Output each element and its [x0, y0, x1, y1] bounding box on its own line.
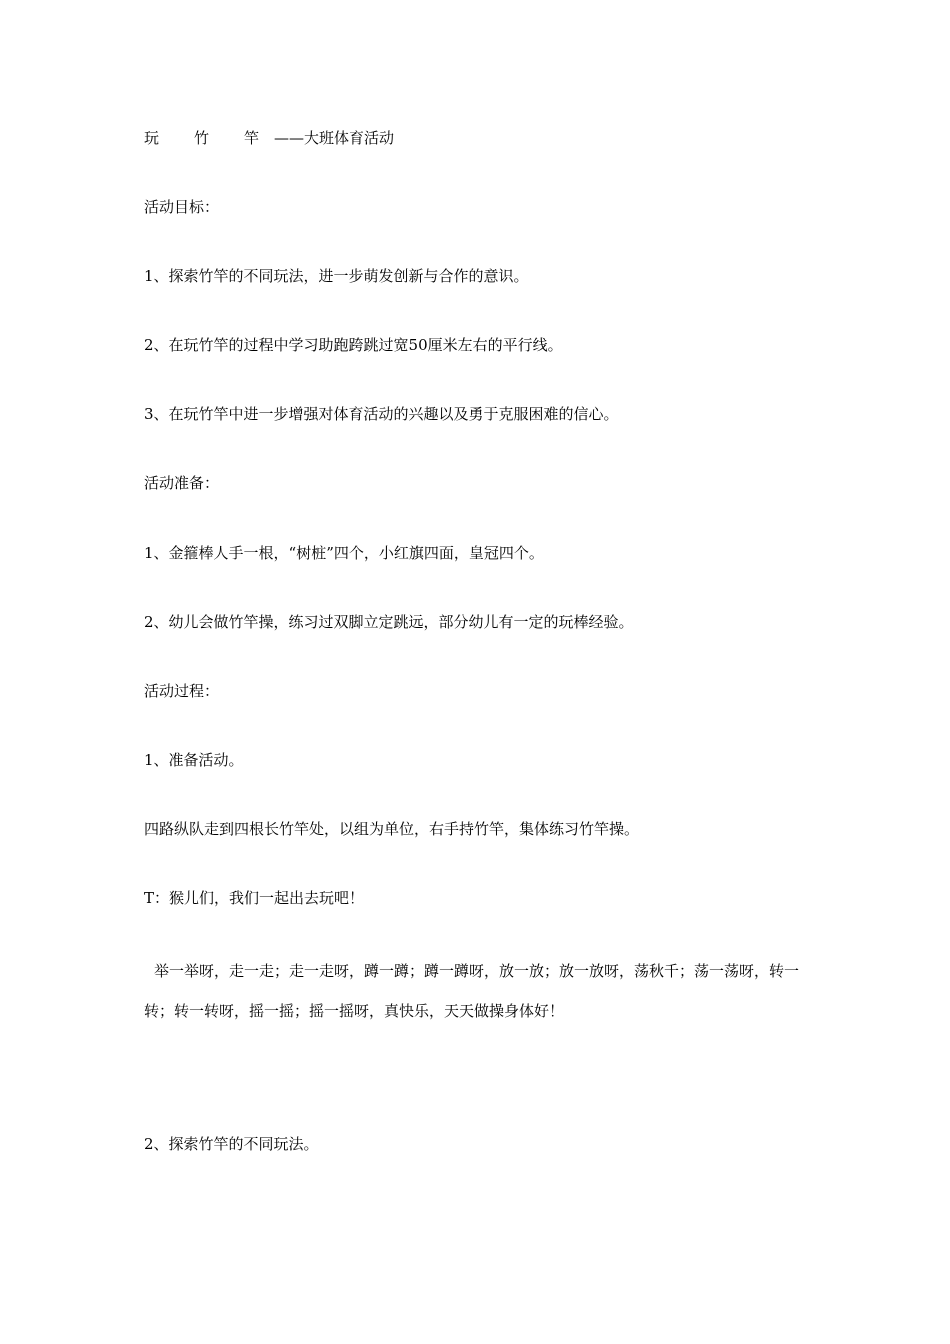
goals-heading: 活动目标：: [144, 198, 220, 216]
process-step-1: 1、准备活动。: [144, 751, 244, 769]
process-step-1-description: 四路纵队走到四根长竹竿处，以组为单位，右手持竹竿，集体练习竹竿操。: [144, 820, 640, 838]
teacher-line: T：猴儿们，我们一起出去玩吧！: [144, 889, 365, 907]
goal-item-2: 2、在玩竹竿的过程中学习助跑跨跳过宽50厘米左右的平行线。: [144, 336, 563, 354]
prep-item-2: 2、幼儿会做竹竿操，练习过双脚立定跳远，部分幼儿有一定的玩棒经验。: [144, 613, 634, 631]
document-title: [144, 128, 394, 148]
prep-item-1: 1、金箍棒人手一根，“树桩”四个，小红旗四面，皇冠四个。: [144, 544, 544, 562]
exercise-chant: 举一举呀，走一走；走一走呀，蹲一蹲；蹲一蹲呀，放一放；放一放呀，荡秋千；荡一荡呀，转一转；转一转呀，摇一摇；摇一摇呀，真快乐，天天做操身体好！: [144, 962, 800, 1020]
prep-heading: 活动准备：: [144, 474, 220, 492]
title-char-2: 竹: [194, 129, 210, 147]
goal-item-3: 3、在玩竹竿中进一步增强对体育活动的兴趣以及勇于克服困难的信心。: [144, 405, 619, 423]
process-step-2: 2、探索竹竿的不同玩法。: [144, 1135, 319, 1153]
goal-item-1: 1、探索竹竿的不同玩法，进一步萌发创新与合作的意识。: [144, 267, 529, 285]
process-heading: 活动过程：: [144, 682, 220, 700]
title-char-1: 玩: [144, 129, 160, 147]
document-subtitle: ——大班体育活动: [274, 129, 395, 147]
title-char-3: 竿: [244, 129, 260, 147]
